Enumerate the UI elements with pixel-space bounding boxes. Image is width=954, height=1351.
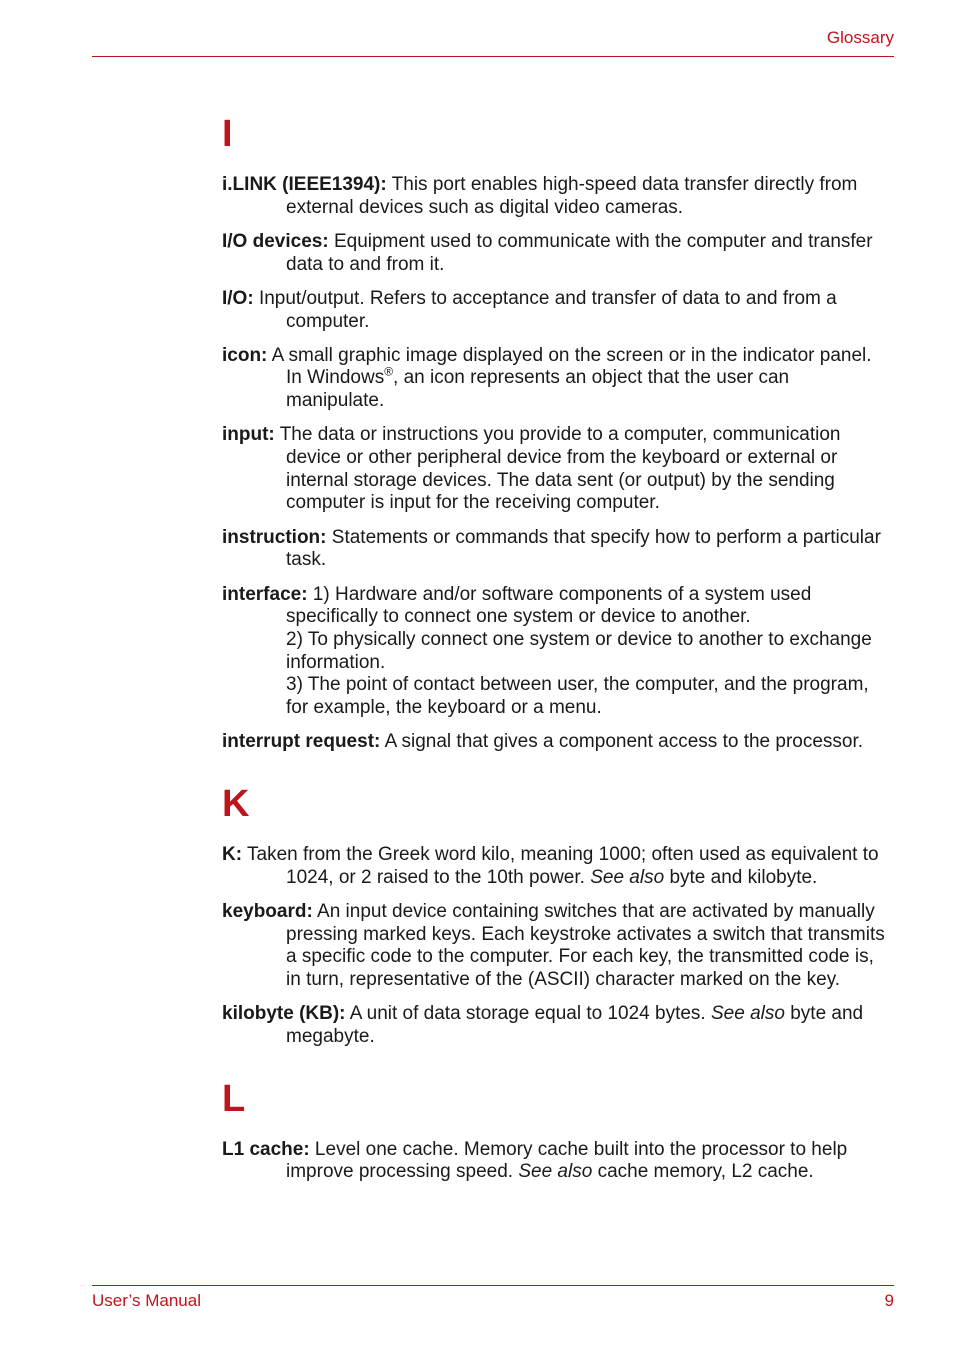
section-letter-i: I — [222, 113, 233, 155]
definition: Equipment used to communicate with the computer and transfer data to and from it. — [286, 230, 873, 275]
term: input: — [222, 424, 275, 446]
term: instruction: — [222, 526, 327, 548]
term: interface: — [222, 583, 308, 605]
term: keyboard: — [222, 900, 313, 922]
footer-manual-title: User’s Manual — [92, 1291, 201, 1310]
header-rule — [92, 56, 894, 57]
definition: Input/output. Refers to acceptance and transfer of data to and from a computer. — [253, 287, 837, 332]
entry-ilink — [222, 174, 892, 219]
definition-3: 3) The point of contact between user, the computer, and the program, for example, the keyboard or a menu. — [286, 674, 869, 719]
term: L1 cache: — [222, 1138, 310, 1160]
definition: The data or instructions you provide to a computer, communication device or other peripheral device from the keyboard or external or internal storage devices. The data sent (or output) by the sending computer is input for the receiving computer. — [274, 424, 841, 514]
see-also: See also — [590, 866, 665, 888]
section-l — [222, 1079, 892, 1184]
definition: Taken from the Greek word kilo, meaning 1000; often used as equivalent to 1024, or 2 raised to the 10th power. — [242, 843, 879, 888]
definition: A small graphic image displayed on the screen or in the indicator panel. In Windows — [267, 344, 872, 389]
definition-cont: byte and kilobyte. — [664, 866, 818, 888]
section-letter-k: K — [222, 782, 250, 825]
term: K: — [222, 843, 243, 865]
definition: A signal that gives a component access to the processor. — [380, 731, 864, 753]
definition: A unit of data storage equal to 1024 bytes. — [345, 1003, 711, 1025]
entry-input — [222, 424, 892, 515]
term: I/O: — [222, 287, 254, 309]
definition-cont: , an icon represents an object that the user can manipulate. — [286, 367, 790, 412]
entry-io — [222, 288, 892, 333]
section-letter-l: L — [222, 1077, 246, 1120]
definition-1: 1) Hardware and/or software components of a system used specifically to connect one system or device to another. — [286, 583, 812, 628]
term: i.LINK (IEEE1394): — [222, 174, 387, 195]
entry-keyboard — [222, 901, 892, 992]
registered-mark: ® — [384, 365, 394, 380]
term: interrupt request: — [222, 731, 381, 753]
definition-2: 2) To physically connect one system or device to another to exchange information. — [286, 628, 872, 673]
entry-l1-cache — [222, 1139, 892, 1184]
section-i — [222, 114, 892, 754]
term: I/O devices: — [222, 230, 329, 252]
entry-k — [222, 844, 892, 889]
glossary-content — [222, 106, 892, 1196]
page-number: 9 — [884, 1291, 894, 1310]
definition: Statements or commands that specify how to perform a particular task. — [286, 526, 881, 571]
definition-cont: cache memory, L2 cache. — [592, 1161, 814, 1183]
footer-rule — [92, 1285, 894, 1286]
entry-io-devices — [222, 231, 892, 276]
definition: Level one cache. Memory cache built into the processor to help improve processing speed. — [286, 1138, 848, 1183]
entry-icon — [222, 345, 892, 413]
term: icon: — [222, 344, 268, 366]
definition: This port enables high-speed data transfer directly from external devices such as digital video cameras. — [286, 174, 858, 218]
entry-interrupt-request — [222, 731, 892, 754]
definition-cont: byte and megabyte. — [286, 1003, 864, 1047]
entry-interface — [222, 584, 892, 720]
definition: An input device containing switches that are activated by manually pressing marked keys. Each keystroke activates a switch that transmits a specific code to the computer. For each key, the transmitted code is, in turn, representative of the (ASCII) character marked on the key. — [286, 900, 885, 990]
see-also: See also — [518, 1161, 593, 1183]
see-also: See also — [711, 1003, 785, 1025]
section-k — [222, 784, 892, 1049]
entry-kilobyte — [222, 1003, 892, 1048]
running-header: Glossary — [826, 28, 894, 47]
term: kilobyte (KB): — [222, 1003, 346, 1025]
entry-instruction — [222, 527, 892, 572]
